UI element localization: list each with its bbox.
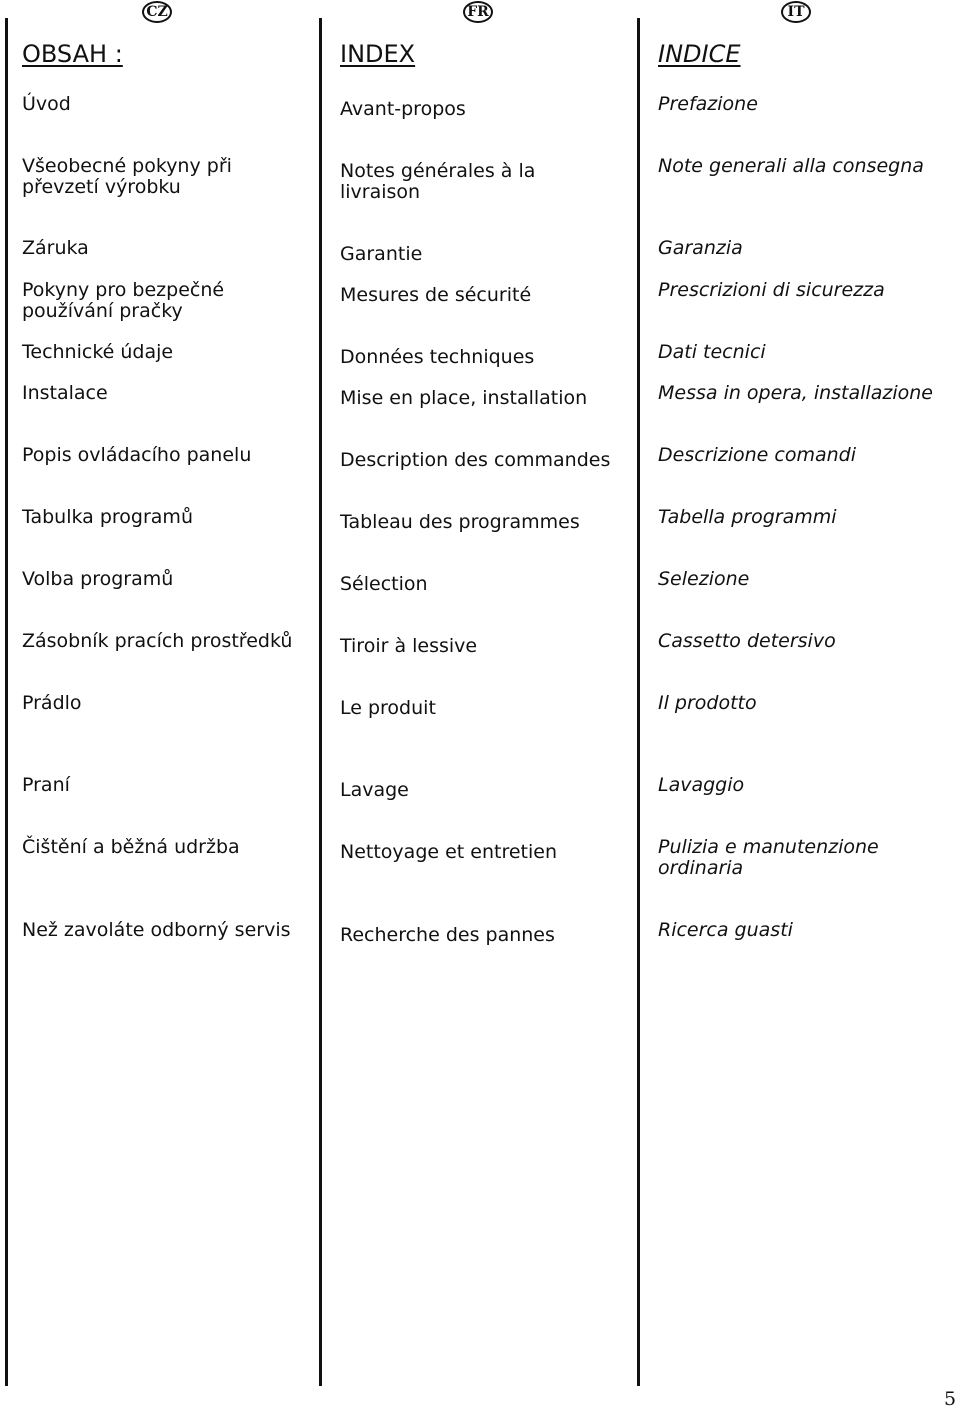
toc-item: Pulizia e manutenzione ordinaria [658, 836, 879, 879]
column-title: OBSAH : [22, 40, 123, 68]
column-divider [319, 18, 322, 1386]
toc-item: Dati tecnici [658, 341, 766, 363]
toc-item: Ricerca guasti [658, 919, 793, 941]
toc-item: Tabella programmi [658, 506, 837, 528]
toc-item: Garantie [340, 243, 423, 265]
toc-item: Praní [22, 774, 70, 796]
toc-item: Tiroir à lessive [340, 635, 478, 657]
column-title: INDICE [658, 40, 741, 68]
toc-item: Technické údaje [22, 341, 174, 363]
toc-item: Avant-propos [340, 98, 466, 120]
toc-item: Prefazione [658, 93, 758, 115]
toc-item: Než zavoláte odborný servis [22, 919, 291, 941]
toc-item: Lavage [340, 779, 409, 801]
toc-item: Note generali alla consegna [658, 155, 924, 177]
toc-item: Il prodotto [658, 692, 757, 714]
toc-item: Tableau des programmes [340, 511, 580, 533]
toc-item: Notes générales à la livraison [340, 160, 536, 203]
toc-item: Sélection [340, 573, 428, 595]
page-number: 5 [944, 1388, 957, 1410]
language-badge-fr: FR [463, 1, 493, 23]
toc-item: Mise en place, installation [340, 387, 588, 409]
toc-item: Úvod [22, 93, 71, 115]
toc-item: Messa in opera, installazione [658, 382, 933, 404]
toc-item: Zásobník pracích prostředků [22, 630, 293, 652]
toc-item: Prescrizioni di sicurezza [658, 279, 885, 301]
language-badge-cz: CZ [142, 1, 172, 23]
column-divider [5, 18, 8, 1386]
toc-item: Le produit [340, 697, 436, 719]
toc-item: Tabulka programů [22, 506, 193, 528]
toc-item: Selezione [658, 568, 750, 590]
toc-item: Données techniques [340, 346, 535, 368]
toc-item: Čištění a běžná udržba [22, 836, 240, 858]
toc-item: Recherche des pannes [340, 924, 555, 946]
column-title: INDEX [340, 40, 416, 68]
toc-item: Instalace [22, 382, 108, 404]
language-badge-it: IT [781, 1, 811, 23]
toc-item: Descrizione comandi [658, 444, 857, 466]
toc-item: Lavaggio [658, 774, 745, 796]
toc-item: Všeobecné pokyny při převzetí výrobku [22, 155, 232, 198]
toc-item: Mesures de sécurité [340, 284, 532, 306]
toc-item: Volba programů [22, 568, 174, 590]
toc-item: Prádlo [22, 692, 82, 714]
column-divider [637, 18, 640, 1386]
toc-item: Cassetto detersivo [658, 630, 836, 652]
toc-item: Garanzia [658, 237, 743, 259]
toc-item: Popis ovládacího panelu [22, 444, 252, 466]
toc-item: Záruka [22, 237, 89, 259]
toc-item: Nettoyage et entretien [340, 841, 558, 863]
toc-item: Pokyny pro bezpečné používání pračky [22, 279, 225, 322]
toc-item: Description des commandes [340, 449, 611, 471]
